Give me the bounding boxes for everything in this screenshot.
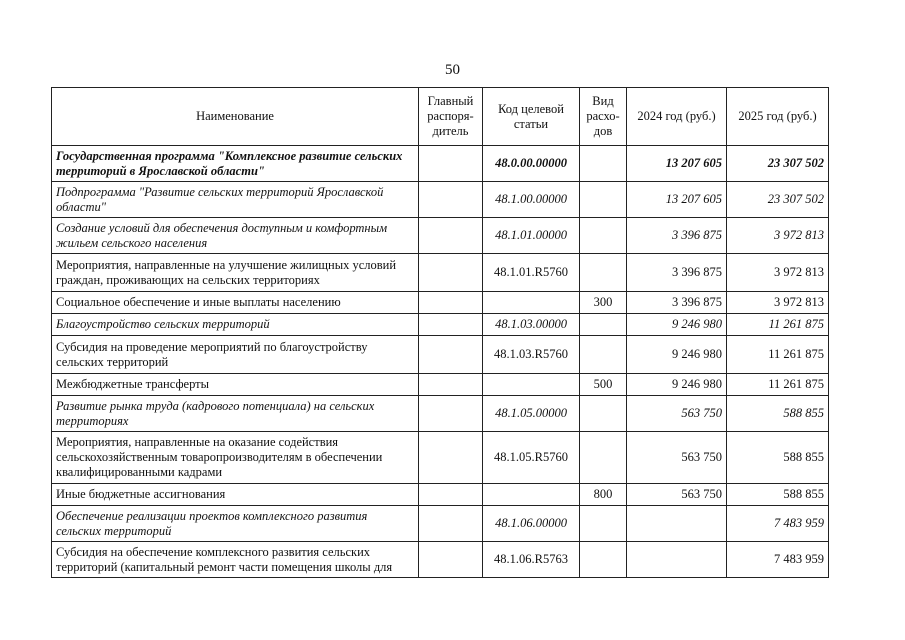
row-2025-cell: 7 483 959 [727, 506, 829, 542]
header-2024: 2024 год (руб.) [627, 88, 727, 146]
row-2024-cell: 563 750 [627, 484, 727, 506]
row-kind-cell [580, 182, 627, 218]
row-2024-cell [627, 506, 727, 542]
table-row [52, 218, 829, 254]
row-2024-cell [627, 542, 727, 578]
row-code-cell [483, 374, 580, 396]
table-row [52, 432, 829, 484]
page-number: 50 [445, 62, 460, 78]
header-manager: Главный распоря-дитель [419, 88, 483, 146]
row-name-cell: Межбюджетные трансферты [52, 374, 419, 396]
table-row [52, 374, 829, 396]
row-manager-cell [419, 146, 483, 182]
row-kind-cell [580, 218, 627, 254]
table-row [52, 292, 829, 314]
row-kind-cell [580, 336, 627, 374]
row-manager-cell [419, 336, 483, 374]
table-row [52, 146, 829, 182]
header-2025: 2025 год (руб.) [727, 88, 829, 146]
row-name-cell: Иные бюджетные ассигнования [52, 484, 419, 506]
row-code-cell [483, 484, 580, 506]
row-manager-cell [419, 218, 483, 254]
row-2025-cell: 11 261 875 [727, 336, 829, 374]
row-2025-cell: 3 972 813 [727, 254, 829, 292]
row-2024-cell: 13 207 605 [627, 182, 727, 218]
row-kind-cell [580, 254, 627, 292]
row-kind-cell [580, 542, 627, 578]
row-name-cell: Социальное обеспечение и иные выплаты населению [52, 292, 419, 314]
row-name-cell: Субсидия на обеспечение комплексного развития сельских территорий (капитальный ремонт части помещения школы для [52, 542, 419, 578]
row-2025-cell: 11 261 875 [727, 314, 829, 336]
table-row [52, 484, 829, 506]
row-2024-cell: 13 207 605 [627, 146, 727, 182]
table-header-row [52, 88, 829, 146]
row-2024-cell: 563 750 [627, 432, 727, 484]
row-code-cell: 48.1.05.R5760 [483, 432, 580, 484]
row-manager-cell [419, 374, 483, 396]
table-body [52, 146, 829, 578]
row-code-cell: 48.1.01.00000 [483, 218, 580, 254]
table-row [52, 542, 829, 578]
row-manager-cell [419, 314, 483, 336]
row-manager-cell [419, 484, 483, 506]
row-code-cell: 48.1.03.00000 [483, 314, 580, 336]
row-2025-cell: 23 307 502 [727, 182, 829, 218]
row-kind-cell: 300 [580, 292, 627, 314]
row-2025-cell: 588 855 [727, 432, 829, 484]
row-2024-cell: 3 396 875 [627, 292, 727, 314]
row-2024-cell: 9 246 980 [627, 314, 727, 336]
row-2025-cell: 3 972 813 [727, 292, 829, 314]
header-name: Наименование [52, 88, 419, 146]
row-name-cell: Мероприятия, направленные на оказание содействия сельскохозяйственным товаропроизводителям в обеспечении квалифицированными кадрами [52, 432, 419, 484]
table-row [52, 396, 829, 432]
row-manager-cell [419, 396, 483, 432]
row-manager-cell [419, 506, 483, 542]
row-kind-cell [580, 432, 627, 484]
row-2024-cell: 563 750 [627, 396, 727, 432]
row-code-cell: 48.0.00.00000 [483, 146, 580, 182]
row-kind-cell [580, 146, 627, 182]
row-name-cell: Мероприятия, направленные на улучшение жилищных условий граждан, проживающих на сельских территориях [52, 254, 419, 292]
header-kind: Вид расхо-дов [580, 88, 627, 146]
row-name-cell: Государственная программа "Комплексное развитие сельских территорий в Ярославской области" [52, 146, 419, 182]
row-name-cell: Благоустройство сельских территорий [52, 314, 419, 336]
row-code-cell: 48.1.03.R5760 [483, 336, 580, 374]
row-2025-cell: 3 972 813 [727, 218, 829, 254]
row-name-cell: Обеспечение реализации проектов комплексного развития сельских территорий [52, 506, 419, 542]
row-2024-cell: 9 246 980 [627, 336, 727, 374]
table-row [52, 182, 829, 218]
table-row [52, 314, 829, 336]
row-manager-cell [419, 542, 483, 578]
row-name-cell: Субсидия на проведение мероприятий по благоустройству сельских территорий [52, 336, 419, 374]
table-row [52, 336, 829, 374]
row-manager-cell [419, 254, 483, 292]
row-kind-cell: 800 [580, 484, 627, 506]
row-kind-cell [580, 314, 627, 336]
row-2024-cell: 3 396 875 [627, 254, 727, 292]
row-2025-cell: 7 483 959 [727, 542, 829, 578]
table-row [52, 254, 829, 292]
table-row [52, 506, 829, 542]
row-2025-cell: 588 855 [727, 484, 829, 506]
row-name-cell: Подпрограмма "Развитие сельских территорий Ярославской области" [52, 182, 419, 218]
row-code-cell: 48.1.01.R5760 [483, 254, 580, 292]
row-code-cell: 48.1.00.00000 [483, 182, 580, 218]
row-kind-cell: 500 [580, 374, 627, 396]
row-2024-cell: 3 396 875 [627, 218, 727, 254]
row-manager-cell [419, 292, 483, 314]
row-code-cell: 48.1.06.R5763 [483, 542, 580, 578]
row-code-cell [483, 292, 580, 314]
row-kind-cell [580, 396, 627, 432]
row-2025-cell: 588 855 [727, 396, 829, 432]
row-2025-cell: 23 307 502 [727, 146, 829, 182]
row-manager-cell [419, 432, 483, 484]
header-code: Код целевой статьи [483, 88, 580, 146]
row-2025-cell: 11 261 875 [727, 374, 829, 396]
row-2024-cell: 9 246 980 [627, 374, 727, 396]
row-name-cell: Развитие рынка труда (кадрового потенциала) на сельских территориях [52, 396, 419, 432]
row-name-cell: Создание условий для обеспечения доступным и комфортным жильем сельского населения [52, 218, 419, 254]
row-code-cell: 48.1.05.00000 [483, 396, 580, 432]
row-kind-cell [580, 506, 627, 542]
row-code-cell: 48.1.06.00000 [483, 506, 580, 542]
budget-table [51, 87, 829, 578]
row-manager-cell [419, 182, 483, 218]
